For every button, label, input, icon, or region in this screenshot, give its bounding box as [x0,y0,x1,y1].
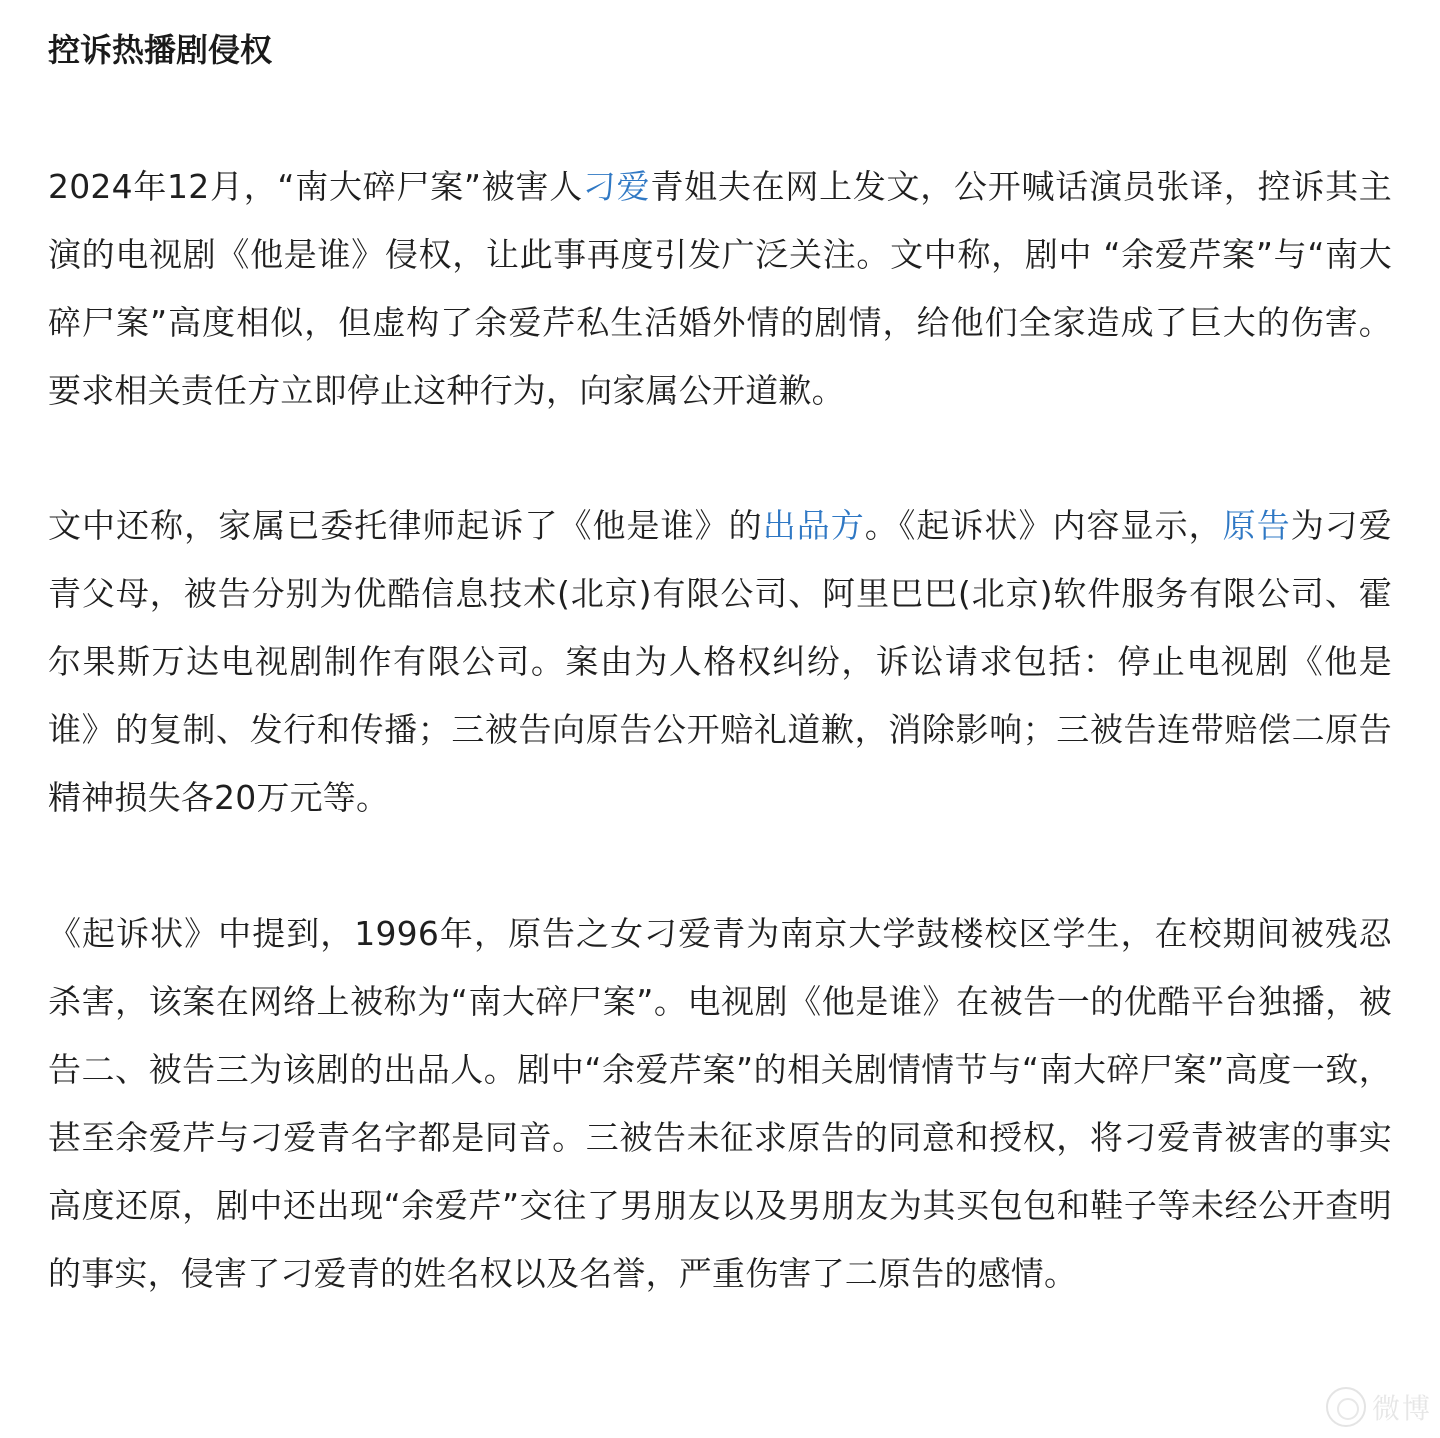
paragraph-3: 《起诉状》中提到，1996年，原告之女刁爱青为南京大学鼓楼校区学生，在校期间被残忍杀害，该案在网络上被称为“南大碎尸案”。电视剧《他是谁》在被告一的优酷平台独播，被告二、被告三为该剧的出品人。剧中“余爱芹案”的相关剧情情节与“南大碎尸案”高度一致，甚至余爱芹与刁爱青名字都是同音。三被告未征求原告的同意和授权，将刁爱青被害的事实高度还原，剧中还出现“余爱芹”交往了男朋友以及男朋友为其买包包和鞋子等未经公开查明的事实，侵害了刁爱青的姓名权以及名誉，严重伤害了二原告的感情。 [48,914,1392,1293]
paragraph-2-text-b: 。《起诉状》内容显示， [864,506,1223,545]
paragraph-1-text-b: 青姐夫在网上发文，公开喊话演员张译，控诉其主演的电视剧《他是谁》侵权，让此事再度引发广泛关注。文中称，剧中 “余爱芹案”与“南大碎尸案”高度相似，但虚构了余爱芹私生活婚外情的剧情，给他们全家造成了巨大的伤害。要求相关责任方立即停止这种行为，向家属公开道歉。 [48,167,1392,410]
watermark-text: 微博 [1371,1392,1432,1425]
link-plaintiff[interactable]: 原告 [1222,506,1291,545]
paragraph-2-text-a: 文中还称，家属已委托律师起诉了《他是谁》的 [48,506,763,545]
paragraph-2 [48,492,1392,832]
weibo-logo-icon [1326,1387,1366,1427]
link-diao-ai[interactable]: 刁爱 [582,167,651,206]
paragraph-1 [48,153,1392,425]
article-heading: 控诉热播剧侵权 [48,31,273,69]
paragraph-2-text-c: 为刁爱青父母，被告分别为优酷信息技术(北京)有限公司、阿里巴巴(北京)软件服务有限公司、霍尔果斯万达电视剧制作有限公司。案由为人格权纠纷，诉讼请求包括：停止电视剧《他是谁》的复制、发行和传播；三被告向原告公开赔礼道歉，消除影响；三被告连带赔偿二原告精神损失各20万元等。 [48,506,1392,817]
paragraph-1-text-a: 2024年12月，“南大碎尸案”被害人 [48,167,583,206]
link-producer[interactable]: 出品方 [762,506,865,545]
weibo-watermark [1196,1384,1432,1430]
